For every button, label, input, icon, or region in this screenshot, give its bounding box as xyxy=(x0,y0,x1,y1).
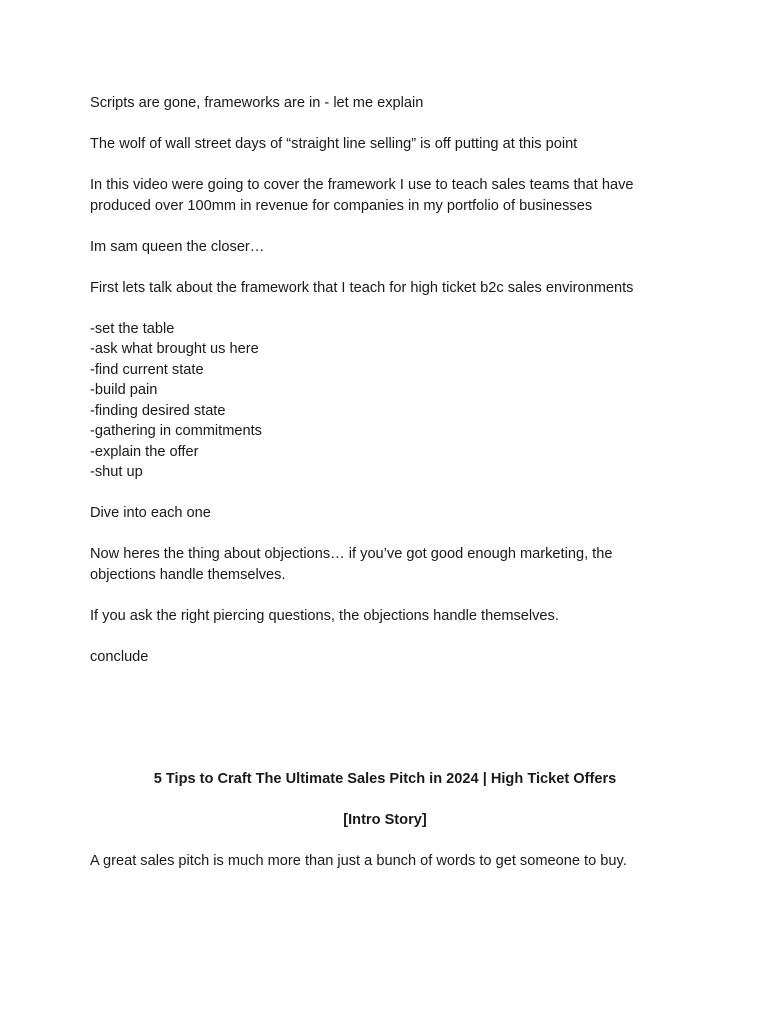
paragraph-pitch: A great sales pitch is much more than just a bunch of words to get someone to buy. xyxy=(90,853,627,869)
framework-steps-list xyxy=(90,319,680,483)
paragraph-wolf: The wolf of wall street days of “straight line selling” is off putting at this point xyxy=(90,136,578,152)
paragraph-conclude: conclude xyxy=(90,648,149,665)
document-page xyxy=(90,93,680,872)
section-title: 5 Tips to Craft The Ultimate Sales Pitch in 2024 | High Ticket Offers xyxy=(153,771,617,787)
list-item: -ask what brought us here xyxy=(90,341,259,357)
paragraph-intro: Scripts are gone, frameworks are in - let me explain xyxy=(90,95,424,111)
paragraph-questions: If you ask the right piercing questions, the objections handle themselves. xyxy=(90,607,559,624)
section-subtitle: [Intro Story] xyxy=(343,812,427,828)
paragraph-dive: Dive into each one xyxy=(90,505,211,521)
list-item: -find current state xyxy=(90,361,204,378)
paragraph-objections: Now heres the thing about objections… if you’ve got good enough marketing, the objections handle themselves. xyxy=(90,546,613,583)
list-item: -finding desired state xyxy=(90,402,226,419)
paragraph-video: In this video were going to cover the framework I use to teach sales teams that have produced over 100mm in revenue for companies in my portfolio of businesses xyxy=(90,177,634,214)
paragraph-name: Im sam queen the closer… xyxy=(90,238,265,255)
list-item: -build pain xyxy=(90,382,158,398)
list-item: -set the table xyxy=(90,320,175,337)
paragraph-framework: First lets talk about the framework that I teach for high ticket b2c sales environments xyxy=(90,279,634,296)
list-item: -explain the offer xyxy=(90,443,199,460)
list-item: -shut up xyxy=(90,464,143,480)
list-item: -gathering in commitments xyxy=(90,423,262,439)
